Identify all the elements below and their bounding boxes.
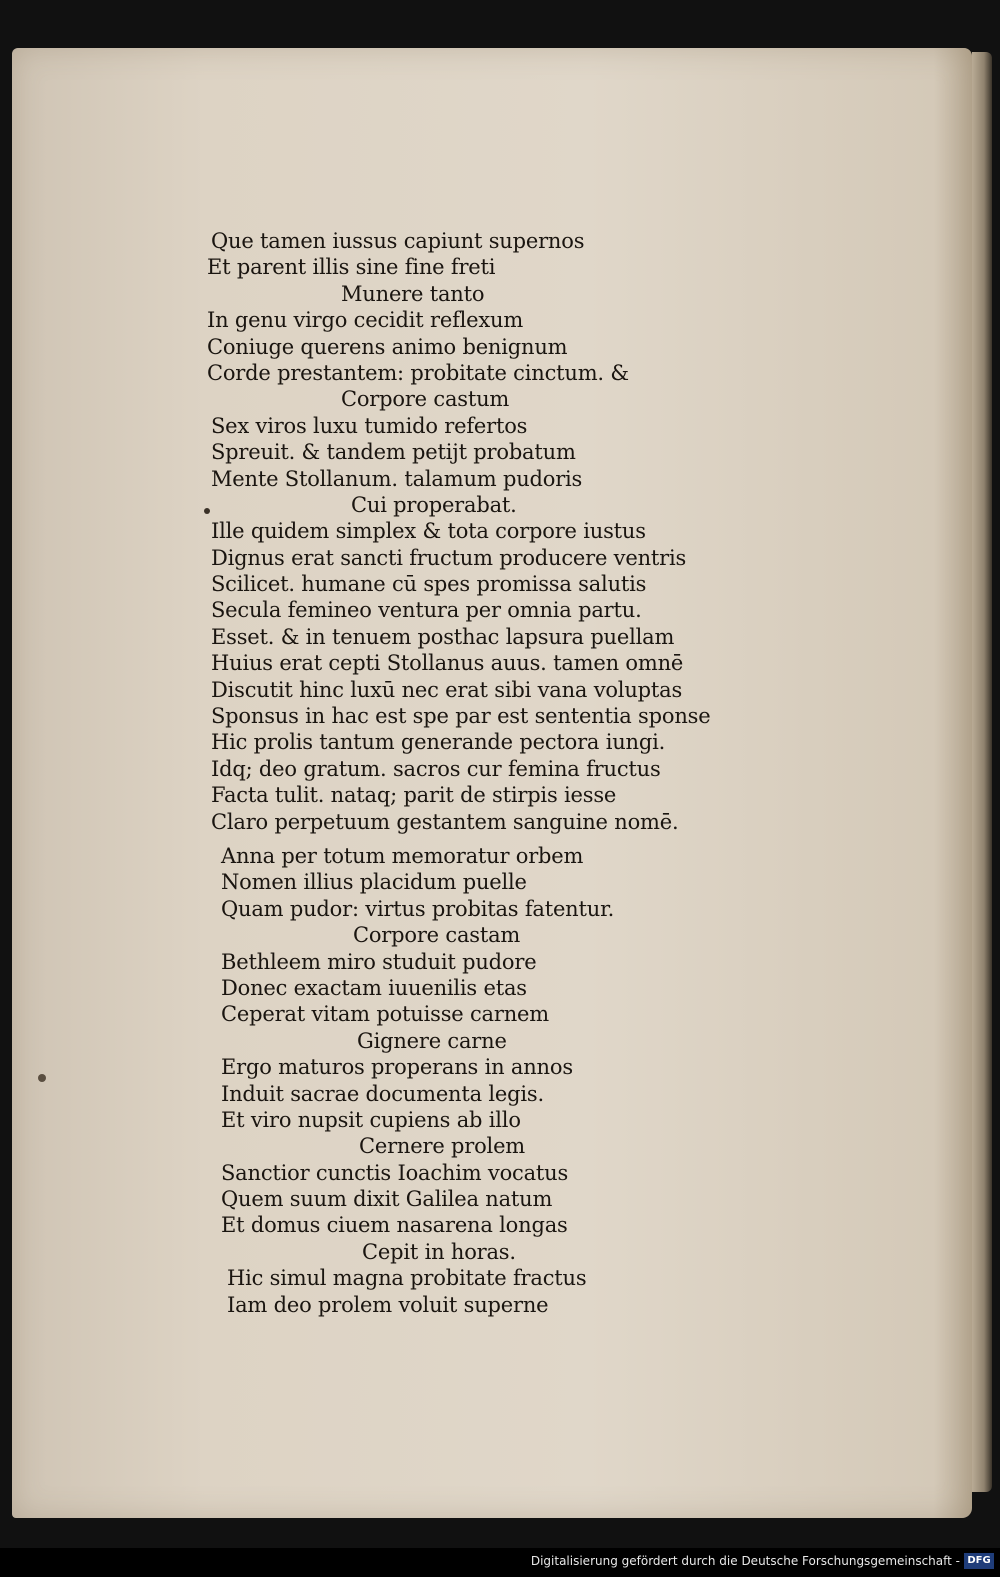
text-line: Ceperat vitam potuisse carnem — [221, 1002, 549, 1027]
text-line: Hic prolis tantum generande pectora iungi. — [211, 730, 666, 755]
text-line: Coniuge querens animo benignum — [207, 334, 568, 359]
text-line: Iam deo prolem voluit superne — [227, 1292, 549, 1317]
text-line: Hic simul magna probitate fractus — [227, 1266, 587, 1291]
text-line: Dignus erat sancti fructum producere ventris — [211, 545, 687, 570]
text-line: Quam pudor: virtus probitas fatentur. — [221, 896, 615, 921]
text-line: Donec exactam iuuenilis etas — [221, 975, 527, 1000]
text-line: Anna per totum memoratur orbem — [221, 843, 584, 868]
text-line: Mente Stollanum. talamum pudoris — [211, 466, 583, 491]
text-line: Cui properabat. — [351, 492, 517, 517]
text-line: Discutit hinc luxū nec erat sibi vana voluptas — [211, 677, 683, 702]
text-line: Spreuit. & tandem petijt probatum — [211, 440, 576, 465]
text-line: In genu virgo cecidit reflexum — [207, 308, 524, 333]
text-line: Ergo maturos properans in annos — [221, 1055, 573, 1080]
text-line: Esset. & in tenuem posthac lapsura puellam — [211, 624, 675, 649]
text-line: Et viro nupsit cupiens ab illo — [221, 1107, 521, 1132]
text-line: Induit sacrae documenta legis. — [221, 1081, 544, 1106]
text-line: Corpore castam — [353, 923, 521, 948]
text-line: Bethleem miro studuit pudore — [221, 949, 537, 974]
text-line: Cepit in horas. — [362, 1239, 516, 1264]
text-line: Sponsus in hac est spe par est sententia sponse — [211, 704, 711, 729]
text-line: Nomen illius placidum puelle — [221, 870, 527, 895]
text-line: Facta tulit. nataq; parit de stirpis iesse — [211, 783, 617, 808]
text-line: Que tamen iussus capiunt supernos — [211, 229, 585, 253]
text-line: Sanctior cunctis Ioachim vocatus — [221, 1160, 569, 1185]
page-text — [207, 228, 727, 1318]
text-line: Ille quidem simplex & tota corpore iustus — [211, 519, 646, 544]
text-line: Munere tanto — [341, 281, 485, 306]
text-line: Sex viros luxu tumido refertos — [211, 413, 528, 438]
digitization-credit: Digitalisierung gefördert durch die Deutsche Forschungsgemeinschaft - — [530, 1554, 960, 1568]
text-line: Et domus ciuem nasarena longas — [221, 1213, 568, 1238]
text-line: Secula femineo ventura per omnia partu. — [211, 598, 642, 623]
dfg-logo: DFG — [964, 1553, 994, 1569]
ink-mark — [38, 1074, 46, 1082]
text-line: Idq; deo gratum. sacros cur femina fructus — [211, 756, 661, 781]
page-edge — [972, 52, 992, 1492]
text-line: Corpore castum — [341, 387, 510, 412]
text-line: Claro perpetuum gestantem sanguine nomē. — [211, 809, 679, 834]
text-line: Huius erat cepti Stollanus auus. tamen omnē — [211, 651, 684, 676]
text-line: Gignere carne — [357, 1028, 507, 1053]
text-line: Cernere prolem — [359, 1134, 526, 1159]
text-line: Et parent illis sine fine freti — [207, 255, 496, 280]
text-line: Corde prestantem: probitate cinctum. & — [207, 360, 629, 385]
text-line: Scilicet. humane cū spes promissa salutis — [211, 572, 647, 597]
text-line: Quem suum dixit Galilea natum — [221, 1187, 553, 1212]
